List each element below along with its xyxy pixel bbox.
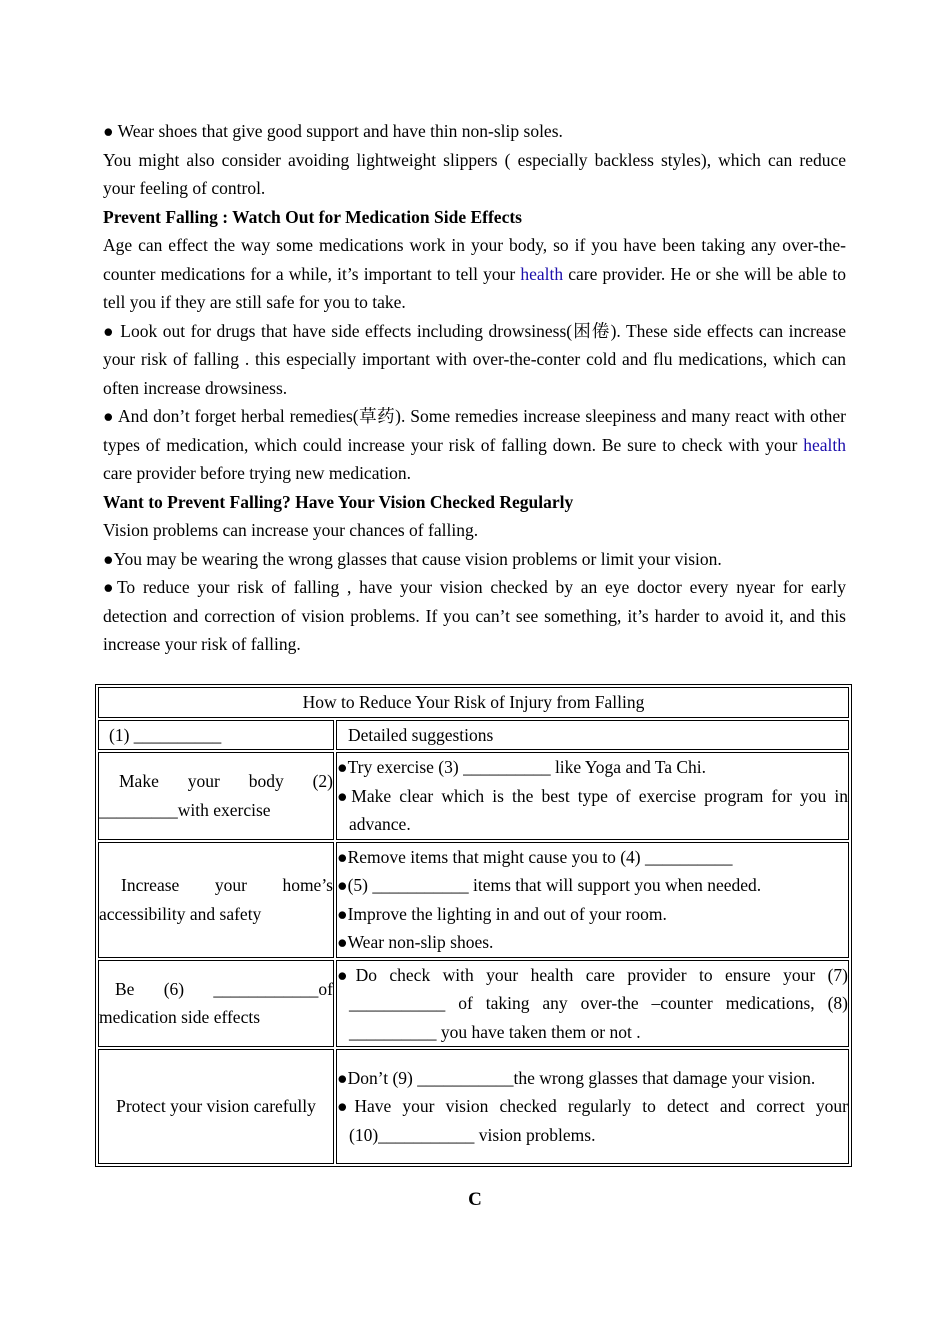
bullet-item: ●Wear non-slip shoes. xyxy=(337,932,494,952)
paragraph-drowsiness: ● Look out for drugs that have side effects including drowsiness(困倦). These side effects can increase your risk of falling . this especially important with over-the-conter cold and flu medications, which can often increase drowsiness. xyxy=(103,320,846,398)
paragraph-medication-text-2: care provider. He or she will be able to tell you if they are still safe for you to take. xyxy=(103,263,846,312)
heading-medication: Prevent Falling : Watch Out for Medication Side Effects xyxy=(103,206,522,227)
row-right-home-safety xyxy=(336,842,849,958)
table-header-row xyxy=(98,720,849,751)
table-row xyxy=(98,960,849,1048)
row-left-home-safety: Increase your home’s accessibility and safety xyxy=(98,842,334,958)
bullet-item: ●Remove items that might cause you to (4) __________ xyxy=(337,846,733,867)
row-left-exercise: Make your body (2) _________with exercise xyxy=(98,752,334,840)
heading-vision: Want to Prevent Falling? Have Your Vision Checked Regularly xyxy=(103,491,574,512)
table-caption: How to Reduce Your Risk of Injury from Falling xyxy=(98,687,849,718)
bullet-item: ●Improve the lighting in and out of your room. xyxy=(337,903,667,924)
table-row xyxy=(98,1049,849,1164)
row-right-exercise xyxy=(336,752,849,840)
bullet-item: ●Don’t (9) ___________the wrong glasses that damage your vision. xyxy=(337,1067,816,1088)
paragraph-shoes: ● Wear shoes that give good support and have thin non-slip soles. xyxy=(103,121,563,141)
bullet-item: ●Try exercise (3) __________ like Yoga and Ta Chi. xyxy=(337,757,707,777)
paragraph-vision-problems: Vision problems can increase your chances of falling. xyxy=(103,520,479,540)
header-left-blank: (1) __________ xyxy=(98,720,334,751)
paragraph-medication-text-1: Age can effect the way some medications work in your body, so if you have been taking any over-the-counter medications for a while, it’s important to tell your xyxy=(103,235,846,284)
bullet-item: ●Do check with your health care provider to ensure your (7) ___________ of taking any over-the –counter medications, (8) __________ you have taken them or not . xyxy=(337,964,848,1042)
bullet-item: ●Have your vision checked regularly to detect and correct your (10)___________ vision problems. xyxy=(337,1096,848,1145)
passage xyxy=(103,117,846,659)
paragraph-medication xyxy=(103,231,846,317)
table-caption-row xyxy=(98,687,849,718)
paragraph-herbal xyxy=(103,402,846,488)
header-detailed-suggestions: Detailed suggestions xyxy=(336,720,849,751)
bullet-item: ●Make clear which is the best type of exercise program for you in advance. xyxy=(337,785,848,834)
paragraph-eye-doctor: ●To reduce your risk of falling , have your vision checked by an eye doctor every nyear for early detection and correction of vision problems. If you can’t see something, it’s harder to avoid it, and this increase your risk of falling. xyxy=(103,577,846,654)
table-row xyxy=(98,842,849,958)
paragraph-herbal-text-1: ● And don’t forget herbal remedies(草药). Some remedies increase sleepiness and many react with other types of medication, which could increase your risk of falling down. Be sure to check with your xyxy=(103,406,846,455)
row-right-medication xyxy=(336,960,849,1048)
health-link[interactable]: health xyxy=(803,434,846,455)
paragraph-slippers: You might also consider avoiding lightweight slippers ( especially backless styles), which can reduce your feeling of control. xyxy=(103,149,846,198)
summary-table xyxy=(95,684,852,1167)
paragraph-herbal-text-2: care provider before trying new medication. xyxy=(103,463,412,483)
table-row xyxy=(98,752,849,840)
health-link[interactable]: health xyxy=(520,263,564,284)
bullet-item: ●(5) ___________ items that will support you when needed. xyxy=(337,875,762,895)
section-letter: C xyxy=(468,1189,482,1210)
paragraph-wrong-glasses: ●You may be wearing the wrong glasses that cause vision problems or limit your vision. xyxy=(103,548,722,569)
row-right-vision xyxy=(336,1049,849,1164)
row-left-vision: Protect your vision carefully xyxy=(98,1049,334,1164)
row-left-medication: Be (6) ____________of medication side effects xyxy=(98,960,334,1048)
